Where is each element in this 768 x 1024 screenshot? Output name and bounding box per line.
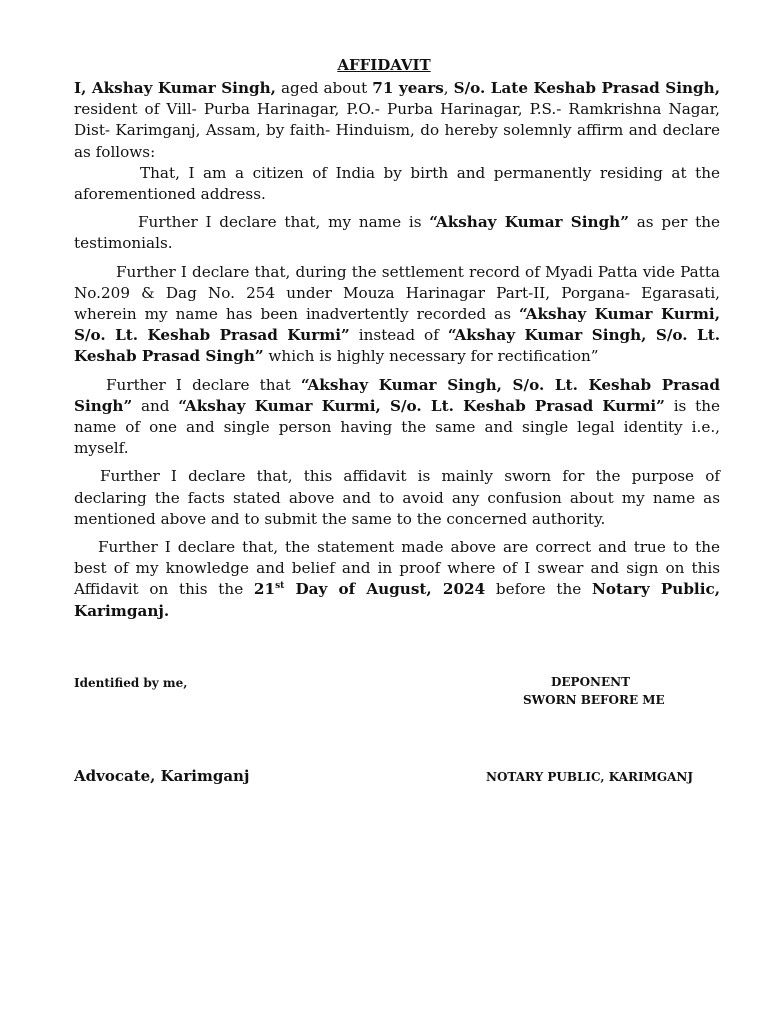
intro-paragraph: I, Akshay Kumar Singh, aged about 71 years, S/o. Late Keshab Prasad Singh, resident of Vill- Purba Harinagar, P.O.- Purba Harinagar, P.S.- Ramkrishna Nagar, Dist- Karimganj, Assam, by faith- Hinduism, do hereby solemnly affirm and declare as follows: [74, 79, 720, 161]
document-title: AFFIDAVIT [337, 56, 431, 74]
paragraph-settlement-record: Further I declare that, during the settlement record of Myadi Patta vide Patta No.209 & Dag No. 254 under Mouza Harinagar Part-II, Porgana- Egarasati, wherein my name has been inadvertently recorded as “Akshay Kumar Kurmi, S/o. Lt. Keshab Prasad Kurmi” instead of “Akshay Kumar Singh, S/o. Lt. Keshab Prasad Singh” which is highly necessary for rectification” [74, 262, 720, 366]
paragraph-oath: Further I declare that, the statement made above are correct and true to the best of my knowledge and belief and in proof where of I swear and sign on this Affidavit on this the 21st Day of August, 2024 before the Notary Public, Karimganj. [74, 538, 721, 620]
advocate-label: Advocate, Karimganj [74, 767, 250, 785]
paragraph-purpose: Further I declare that, this affidavit is mainly sworn for the purpose of declaring the facts stated above and to avoid any confusion about my name as mentioned above and to submit the same to the concerned authority. [74, 467, 720, 528]
oath-date: Day of August, 2024 [284, 580, 486, 599]
oath-date-day: 21 [253, 580, 276, 599]
notary-label: NOTARY PUBLIC, KARIMGANJ [486, 770, 694, 784]
deponent-father: S/o. Late Keshab Prasad Singh, [453, 79, 720, 97]
paragraph-same-person: Further I declare that “Akshay Kumar Singh, S/o. Lt. Keshab Prasad Singh” and “Akshay Kumar Kurmi, S/o. Lt. Keshab Prasad Kurmi” is the name of one and single person having the same and single legal identity i.e., myself. [74, 375, 720, 458]
deponent-age: 71 years [372, 79, 444, 97]
deponent-label: DEPONENT [551, 675, 631, 689]
paragraph-citizenship: That, I am a citizen of India by birth and permanently residing at the aforementioned address. [74, 163, 720, 204]
sworn-before-label: SWORN BEFORE ME [523, 693, 665, 707]
paragraph-name: Further I declare that, my name is “Akshay Kumar Singh” as per the testimonials. [74, 213, 720, 253]
identified-by-label: Identified by me, [74, 676, 188, 690]
deponent-name: I, Akshay Kumar Singh, [74, 79, 276, 97]
oath-notary: Notary Public, Karimganj. [74, 580, 721, 620]
document-body [74, 78, 720, 622]
